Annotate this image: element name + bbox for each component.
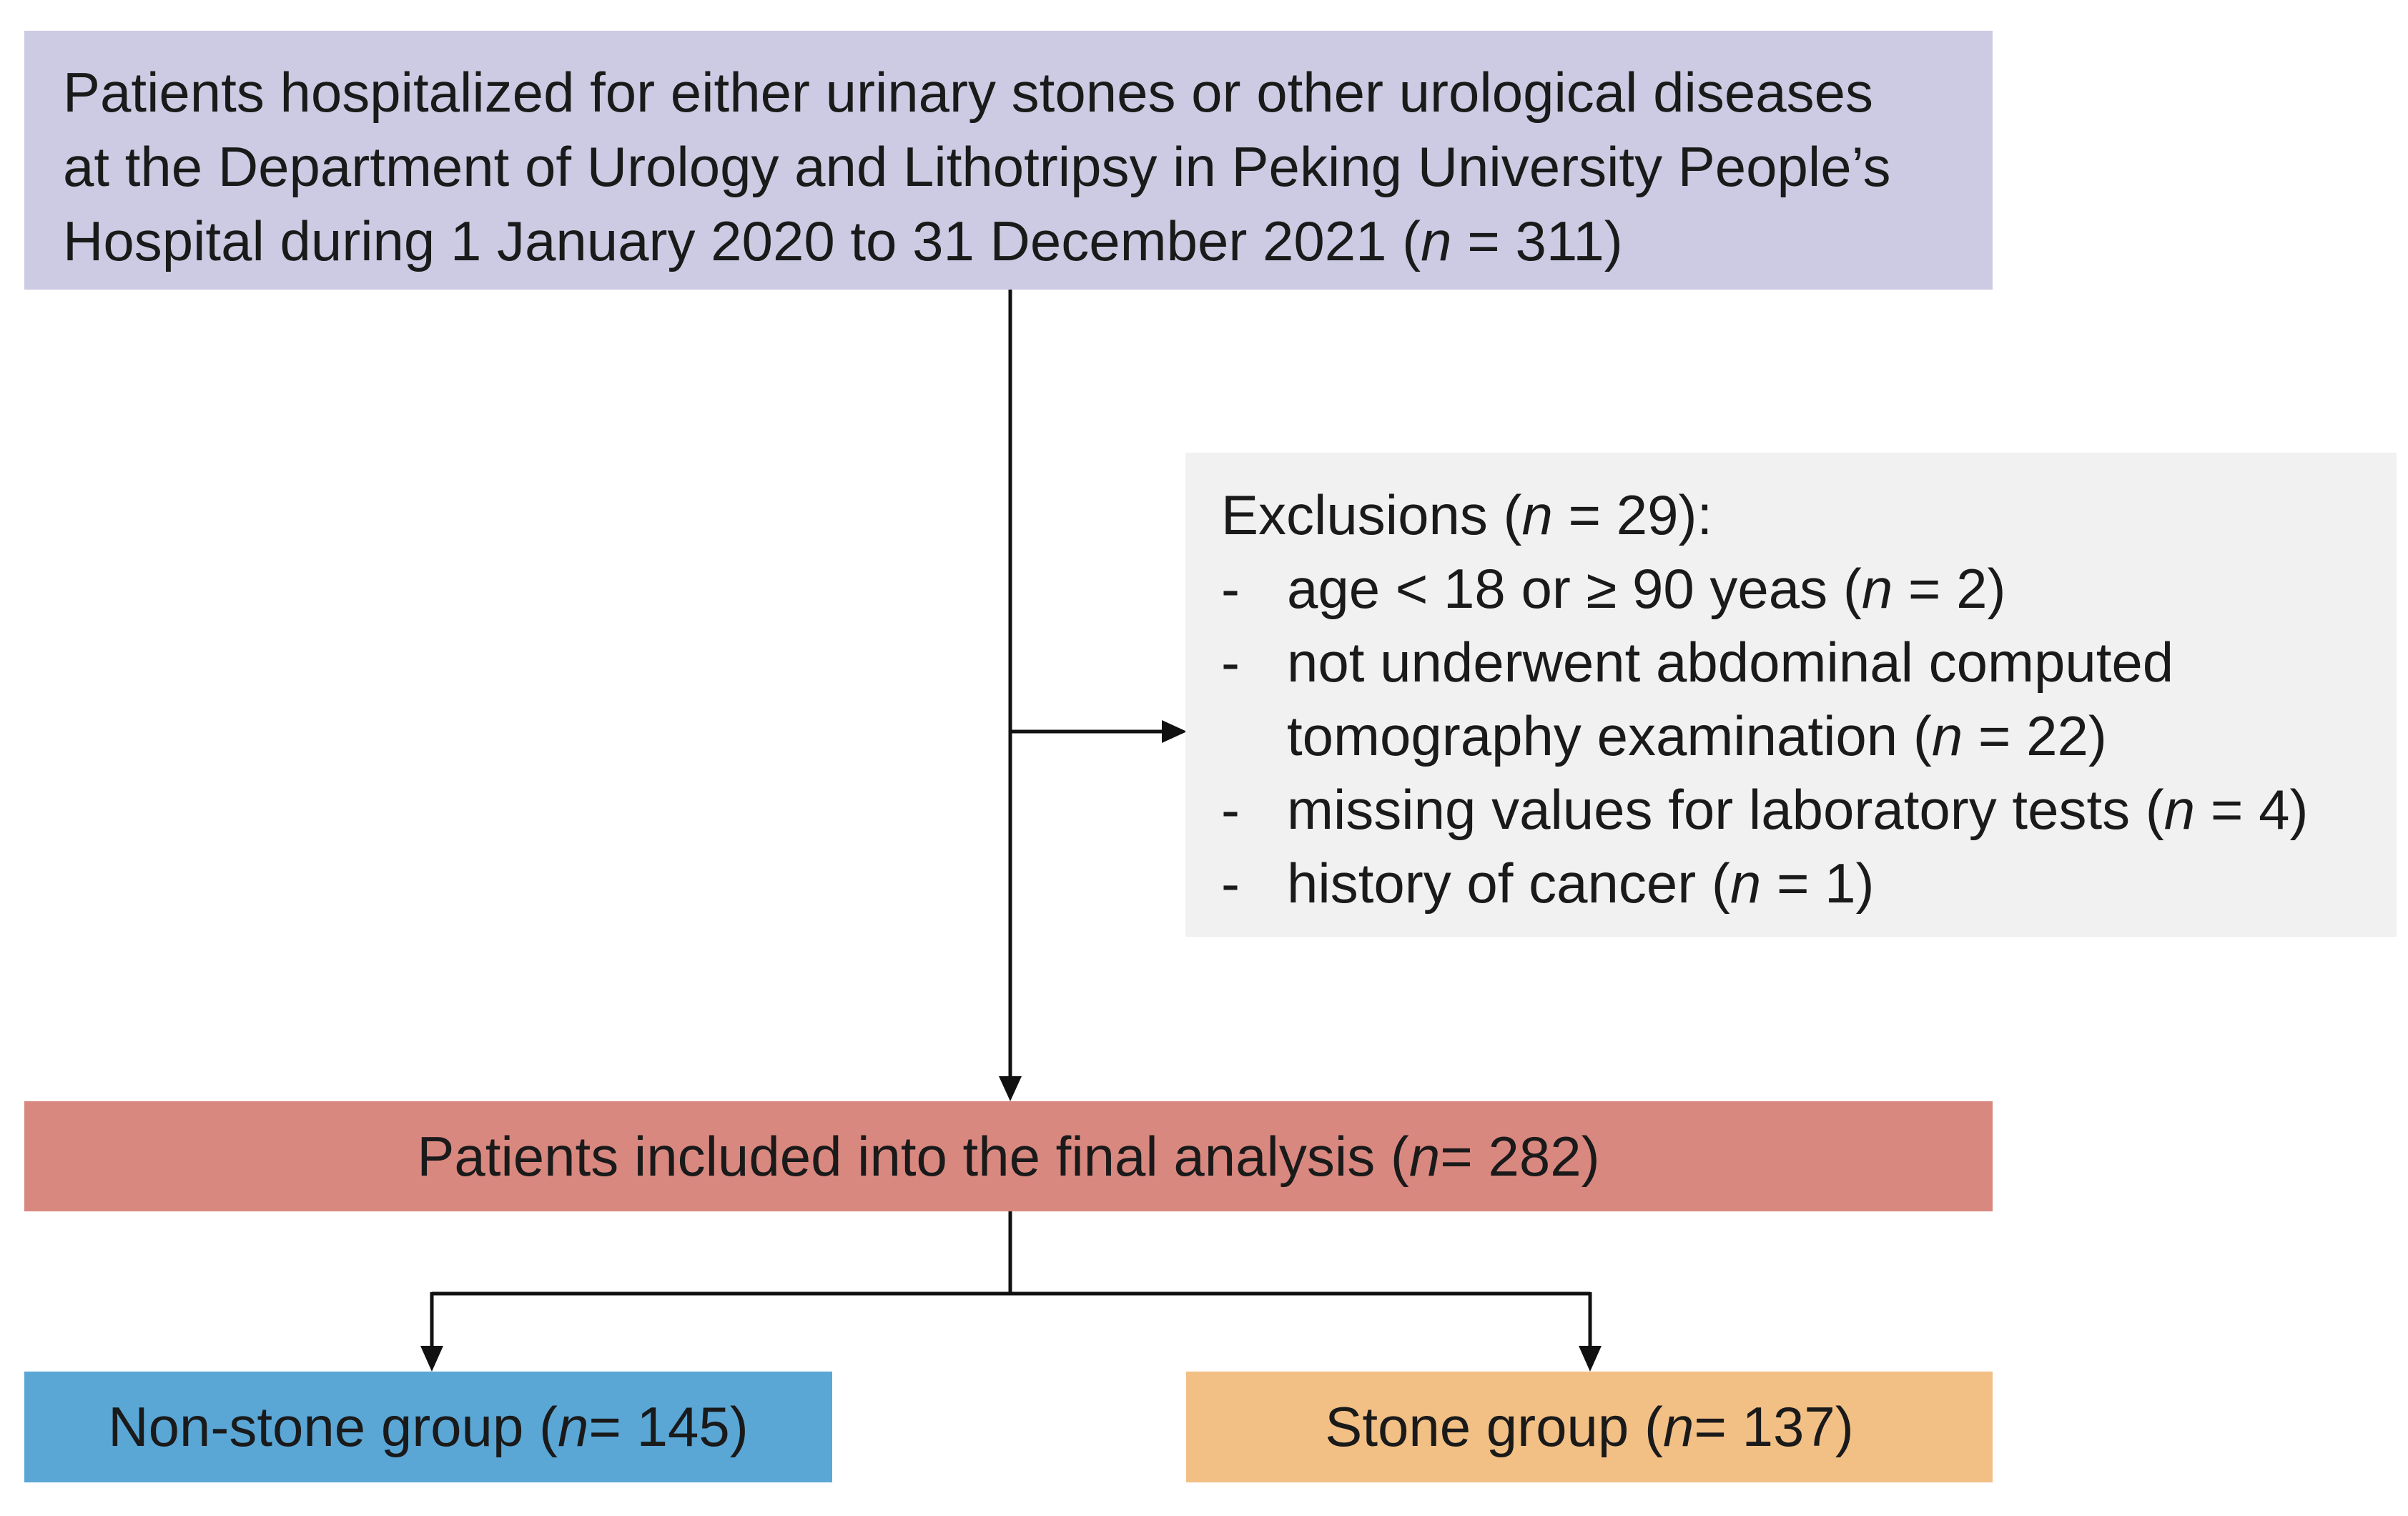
non-stone-group-box bbox=[24, 1372, 832, 1482]
exclusions-total-count: = 29): bbox=[1552, 483, 1713, 546]
exclusions-title bbox=[1221, 478, 2375, 552]
arrowhead-to-non-stone bbox=[420, 1346, 443, 1372]
exclusion-item-cancer bbox=[1221, 847, 2375, 920]
exclusion-item-ct bbox=[1221, 626, 2375, 699]
n-symbol: n bbox=[1408, 1124, 1441, 1188]
exclusion-item-missing-values bbox=[1221, 773, 2375, 847]
bullet-dash: - bbox=[1221, 557, 1240, 620]
n-symbol: n bbox=[1729, 852, 1762, 915]
exclusions-box bbox=[1185, 453, 2397, 937]
exclusion-item-text: not underwent abdominal computed bbox=[1287, 631, 2174, 694]
study-population-box bbox=[24, 31, 1993, 290]
final-analysis-text: Patients included into the final analysis ( bbox=[417, 1124, 1409, 1188]
exclusion-item-count: = 1) bbox=[1761, 852, 1875, 915]
bullet-dash: - bbox=[1221, 852, 1240, 915]
exclusion-item-text: age < 18 or ≥ 90 yeas ( bbox=[1287, 557, 1862, 620]
exclusion-item-text: missing values for laboratory tests ( bbox=[1287, 778, 2164, 841]
study-population-line-3 bbox=[63, 204, 1958, 278]
exclusion-item-count: = 4) bbox=[2195, 778, 2309, 841]
bullet-dash: - bbox=[1221, 631, 1240, 694]
study-population-line-3-text: Hospital during 1 January 2020 to 31 December 2021 ( bbox=[63, 210, 1421, 272]
exclusion-item-count: = 22) bbox=[1963, 704, 2107, 767]
n-symbol: n bbox=[1662, 1395, 1694, 1458]
arrowhead-to-final-box bbox=[999, 1076, 1022, 1101]
non-stone-group-count: = 145) bbox=[588, 1395, 749, 1458]
study-population-count: = 311) bbox=[1451, 210, 1623, 272]
exclusions-title-text: Exclusions ( bbox=[1221, 483, 1522, 546]
n-symbol: n bbox=[557, 1395, 589, 1458]
n-symbol: n bbox=[1421, 210, 1452, 272]
n-symbol: n bbox=[2163, 778, 2196, 841]
study-population-line-1: Patients hospitalized for either urinary stones or other urological diseases bbox=[63, 61, 1874, 124]
study-population-line-2: at the Department of Urology and Lithotripsy in Peking University People’s bbox=[63, 135, 1891, 198]
stone-group-text: Stone group ( bbox=[1325, 1395, 1663, 1458]
n-symbol: n bbox=[1861, 557, 1893, 620]
stone-group-count: = 137) bbox=[1694, 1395, 1854, 1458]
exclusion-item-text-continued: tomography examination ( bbox=[1287, 704, 1932, 767]
final-analysis-count: = 282) bbox=[1440, 1124, 1600, 1188]
n-symbol: n bbox=[1521, 483, 1553, 546]
exclusion-item-count: = 2) bbox=[1893, 557, 2006, 620]
exclusion-item-age bbox=[1221, 552, 2375, 626]
final-analysis-box bbox=[24, 1101, 1993, 1211]
arrowhead-to-stone bbox=[1579, 1346, 1602, 1372]
exclusion-item-ct-continued bbox=[1221, 699, 2375, 773]
bullet-dash: - bbox=[1221, 778, 1240, 841]
n-symbol: n bbox=[1931, 704, 1963, 767]
exclusion-item-text: history of cancer ( bbox=[1287, 852, 1730, 915]
non-stone-group-text: Non-stone group ( bbox=[108, 1395, 558, 1458]
arrowhead-to-exclusions bbox=[1162, 720, 1187, 743]
stone-group-box bbox=[1186, 1372, 1993, 1482]
